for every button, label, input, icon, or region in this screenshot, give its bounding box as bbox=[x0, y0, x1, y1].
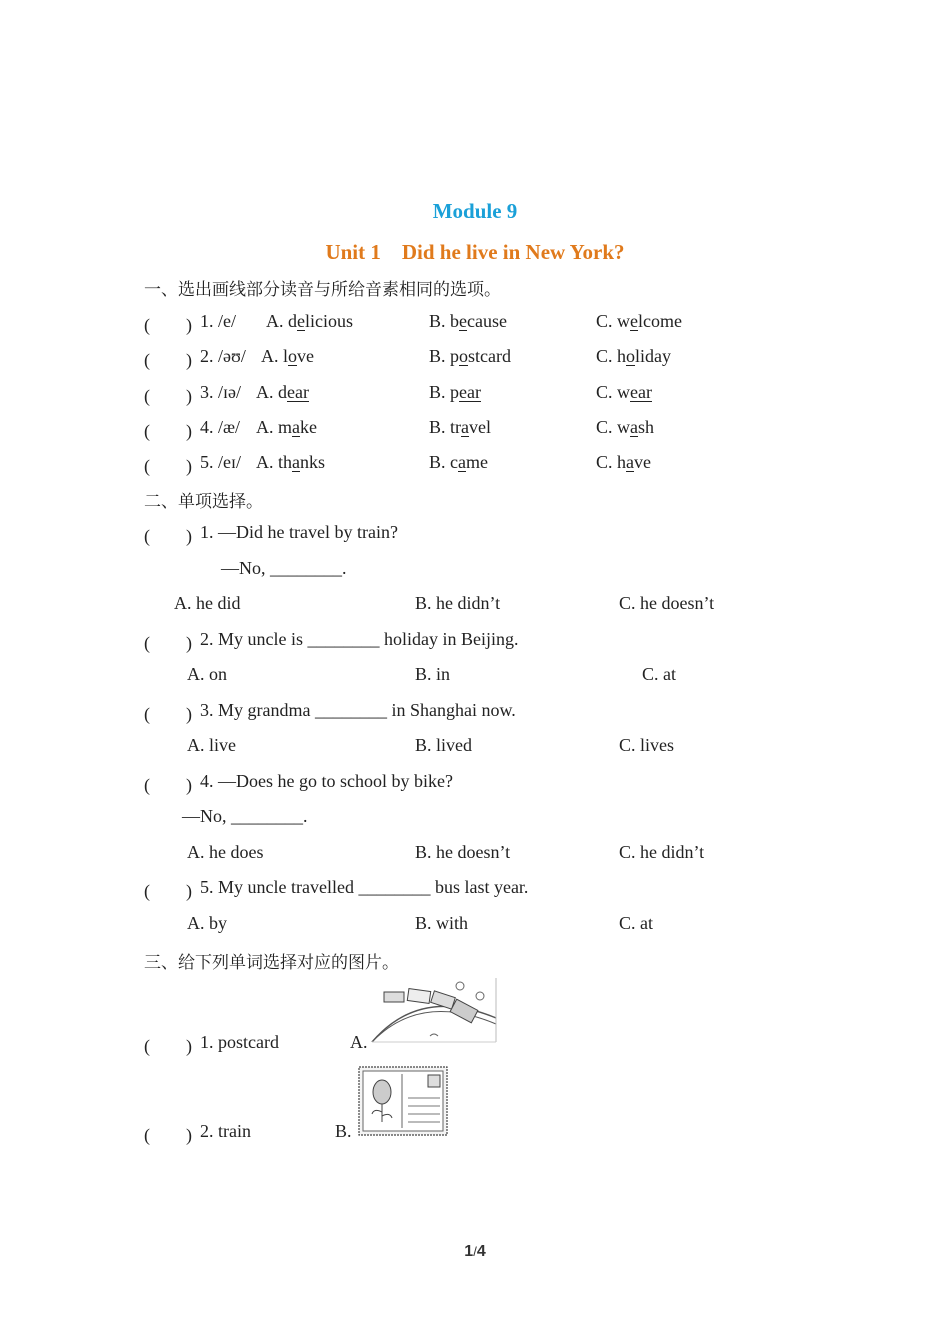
picture-label-b: B. bbox=[335, 1121, 352, 1141]
option-a: A. live bbox=[187, 735, 236, 755]
answer-paren[interactable]: ( ) bbox=[144, 775, 192, 795]
answer-paren[interactable]: ( ) bbox=[144, 881, 192, 901]
option-b: B. lived bbox=[415, 735, 472, 755]
answer-paren[interactable]: ( ) bbox=[144, 315, 192, 335]
option-c: C. have bbox=[596, 452, 652, 472]
question-text: 1. —Did he travel by train? bbox=[200, 522, 398, 542]
item-number: 3. /ɪə/ bbox=[200, 382, 241, 402]
option-b: B. came bbox=[429, 452, 488, 472]
question-text: 5. My uncle travelled ________ bus last year. bbox=[200, 877, 529, 897]
answer-paren[interactable]: ( ) bbox=[144, 350, 192, 370]
option-b: B. with bbox=[415, 913, 469, 933]
option-a: A. dear bbox=[256, 382, 309, 402]
option-a: A. delicious bbox=[266, 311, 353, 331]
option-c: C. holiday bbox=[596, 346, 672, 366]
option-a: A. make bbox=[256, 417, 317, 437]
option-c: C. wear bbox=[596, 382, 652, 402]
question-text: 1. postcard bbox=[200, 1032, 279, 1052]
option-c: C. he doesn’t bbox=[619, 593, 715, 613]
option-c: C. welcome bbox=[596, 311, 682, 331]
option-a: A. love bbox=[261, 346, 314, 366]
unit-title: Unit 1 Did he live in New York? bbox=[325, 240, 625, 264]
option-c: C. wash bbox=[596, 417, 655, 437]
postcard-picture bbox=[358, 1066, 450, 1138]
train-picture bbox=[370, 978, 497, 1044]
picture-label-a: A. bbox=[350, 1032, 368, 1052]
item-number: 1. /e/ bbox=[200, 311, 236, 331]
answer-paren[interactable]: ( ) bbox=[144, 704, 192, 724]
option-b: B. because bbox=[429, 311, 507, 331]
option-c: C. lives bbox=[619, 735, 675, 755]
question-reply: —No, ________. bbox=[182, 806, 308, 826]
section2-title: 二、单项选择。 bbox=[144, 492, 263, 512]
section3-title: 三、给下列单词选择对应的图片。 bbox=[144, 953, 399, 973]
module-title: Module 9 bbox=[432, 199, 518, 223]
answer-paren[interactable]: ( ) bbox=[144, 386, 192, 406]
option-b: B. he didn’t bbox=[415, 593, 501, 613]
question-reply: —No, ________. bbox=[221, 558, 347, 578]
option-a: A. by bbox=[187, 913, 227, 933]
option-a: A. he does bbox=[187, 842, 264, 862]
option-a: A. he did bbox=[174, 593, 241, 613]
question-text: 4. —Does he go to school by bike? bbox=[200, 771, 453, 791]
answer-paren[interactable]: ( ) bbox=[144, 1036, 192, 1056]
item-number: 4. /æ/ bbox=[200, 417, 241, 437]
question-text: 2. My uncle is ________ holiday in Beijing. bbox=[200, 629, 519, 649]
option-a: A. on bbox=[187, 664, 227, 684]
answer-paren[interactable]: ( ) bbox=[144, 633, 192, 653]
answer-paren[interactable]: ( ) bbox=[144, 456, 192, 476]
option-b: B. postcard bbox=[429, 346, 511, 366]
item-number: 2. /əʊ/ bbox=[200, 346, 246, 366]
option-a: A. thanks bbox=[256, 452, 326, 472]
option-b: B. pear bbox=[429, 382, 481, 402]
question-text: 3. My grandma ________ in Shanghai now. bbox=[200, 700, 516, 720]
item-number: 5. /eɪ/ bbox=[200, 452, 241, 472]
answer-paren[interactable]: ( ) bbox=[144, 421, 192, 441]
option-c: C. he didn’t bbox=[619, 842, 705, 862]
option-b: B. travel bbox=[429, 417, 492, 437]
option-b: B. in bbox=[415, 664, 451, 684]
option-c: C. at bbox=[642, 664, 676, 684]
answer-paren[interactable]: ( ) bbox=[144, 526, 192, 546]
question-text: 2. train bbox=[200, 1121, 251, 1141]
answer-paren[interactable]: ( ) bbox=[144, 1125, 192, 1145]
section1-title: 一、选出画线部分读音与所给音素相同的选项。 bbox=[144, 280, 501, 300]
option-b: B. he doesn’t bbox=[415, 842, 511, 862]
page-indicator: 1/4 bbox=[464, 1243, 486, 1260]
option-c: C. at bbox=[619, 913, 653, 933]
